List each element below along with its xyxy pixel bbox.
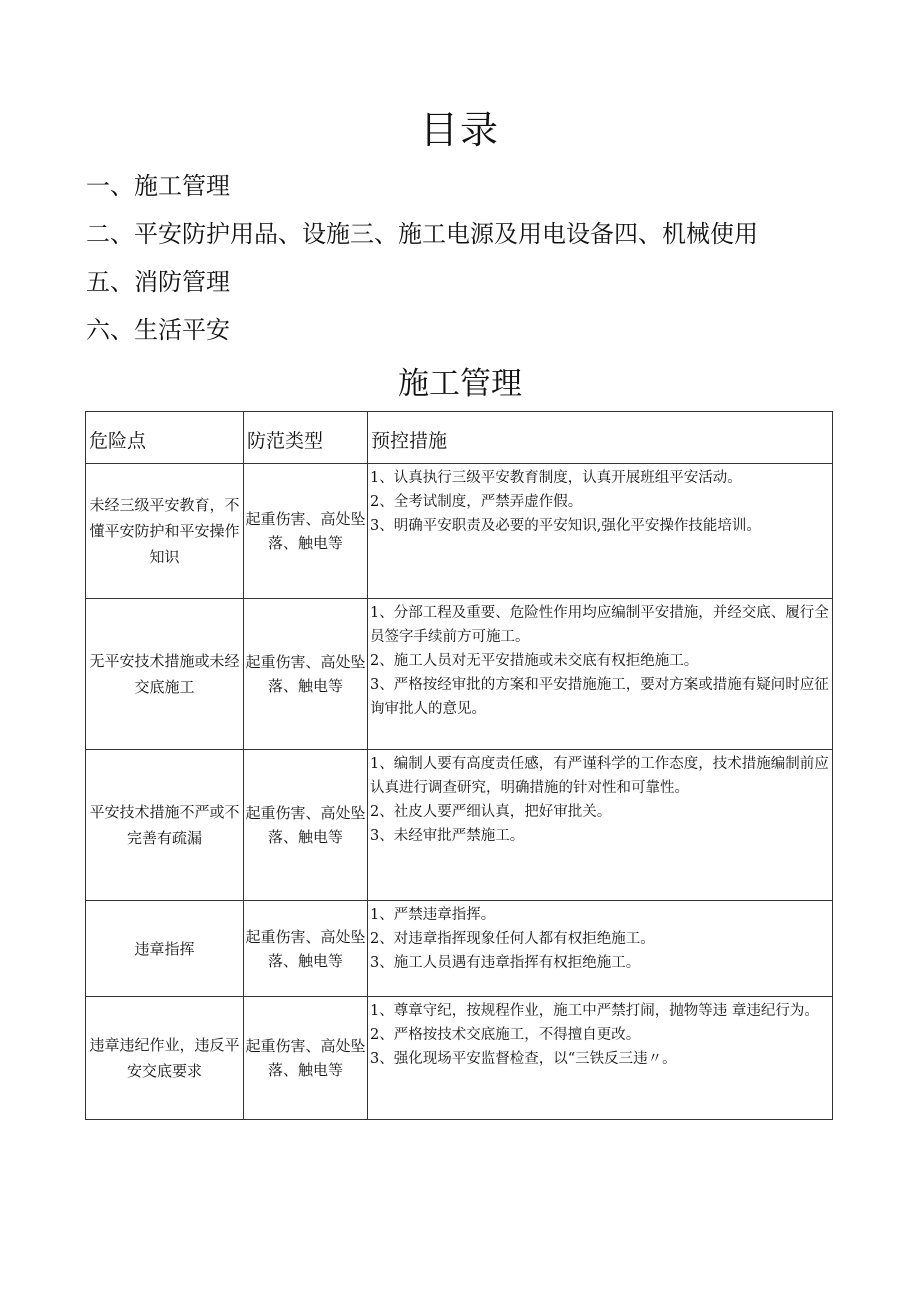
risk-cell: 平安技术措施不严或不完善有疏漏 — [86, 750, 244, 901]
header-type: 防范类型 — [244, 412, 368, 464]
risk-control-table — [85, 411, 833, 1120]
type-cell: 起重伤害、高处坠落、触电等 — [244, 464, 368, 599]
type-cell: 起重伤害、高处坠落、触电等 — [244, 750, 368, 901]
measure-item: 2、施工人员对无平安措施或未交底有权拒绝施工。 — [370, 653, 699, 669]
table-row — [86, 750, 833, 901]
measure-item: 2、全考试制度，严禁弄虚作假。 — [370, 494, 583, 510]
measure-item: 3、未经审批严禁施工。 — [370, 828, 525, 844]
table-row — [86, 599, 833, 750]
table-row — [86, 997, 833, 1120]
measures-cell — [368, 997, 833, 1120]
table-header-row — [86, 412, 833, 464]
type-cell: 起重伤害、高处坠落、触电等 — [244, 599, 368, 750]
toc-item-3[interactable]: 五、消防管理 — [86, 268, 230, 296]
measures-cell — [368, 464, 833, 599]
measure-item: 1、尊章守纪，按规程作业，施工中严禁打闹，抛物等违 章违纪行为。 — [370, 1003, 819, 1019]
type-cell: 起重伤害、高处坠落、触电等 — [244, 997, 368, 1120]
toc-title: 目录 — [419, 108, 500, 152]
measure-item: 3、强化现场平安监督检查，以“三铁反三违〃。 — [370, 1051, 677, 1067]
toc-item-1[interactable]: 一、施工管理 — [86, 172, 230, 200]
risk-cell: 违章违纪作业，违反平安交底要求 — [86, 997, 244, 1120]
risk-cell: 无平安技术措施或未经交底施工 — [86, 599, 244, 750]
toc-item-4[interactable]: 六、生活平安 — [86, 316, 230, 344]
table-row — [86, 901, 833, 997]
measure-item: 1、严禁违章指挥。 — [370, 907, 496, 923]
measure-item: 1、认真执行三级平安教育制度，认真开展班组平安活动。 — [370, 470, 742, 486]
type-cell: 起重伤害、高处坠落、触电等 — [244, 901, 368, 997]
measures-cell — [368, 901, 833, 997]
header-measures: 预控措施 — [368, 412, 833, 464]
measure-item: 3、施工人员遇有违章指挥有权拒绝施工。 — [370, 955, 641, 971]
measure-item: 3、明确平安职责及必要的平安知识,强化平安操作技能培训。 — [370, 518, 761, 534]
measure-item: 2、社皮人要严细认真，把好审批关。 — [370, 804, 612, 820]
measure-item: 1、编制人要有高度责任感，有严谨科学的工作态度，技术措施编制前应认真进行调查研究，明确措施的针对性和可靠性。 — [370, 756, 829, 796]
risk-cell: 未经三级平安教育，不懂平安防护和平安操作知识 — [86, 464, 244, 599]
risk-cell: 违章指挥 — [86, 901, 244, 997]
measure-item: 3、严格按经审批的方案和平安措施施工，要对方案或措施有疑问时应征询审批人的意见。 — [370, 677, 829, 717]
header-risk: 危险点 — [86, 412, 244, 464]
measure-item: 1、分部工程及重要、危险性作用均应编制平安措施，并经交底、履行全员签字手续前方可施工。 — [370, 605, 829, 645]
measure-item: 2、严格按技术交底施工，不得擅自更改。 — [370, 1027, 641, 1043]
measures-cell — [368, 750, 833, 901]
measures-cell — [368, 599, 833, 750]
section-title: 施工管理 — [398, 366, 522, 402]
toc-item-2[interactable]: 二、平安防护用品、设施三、施工电源及用电设备四、机械使用 — [86, 220, 758, 248]
table-row — [86, 464, 833, 599]
measure-item: 2、对违章指挥现象任何人都有权拒绝施工。 — [370, 931, 655, 947]
